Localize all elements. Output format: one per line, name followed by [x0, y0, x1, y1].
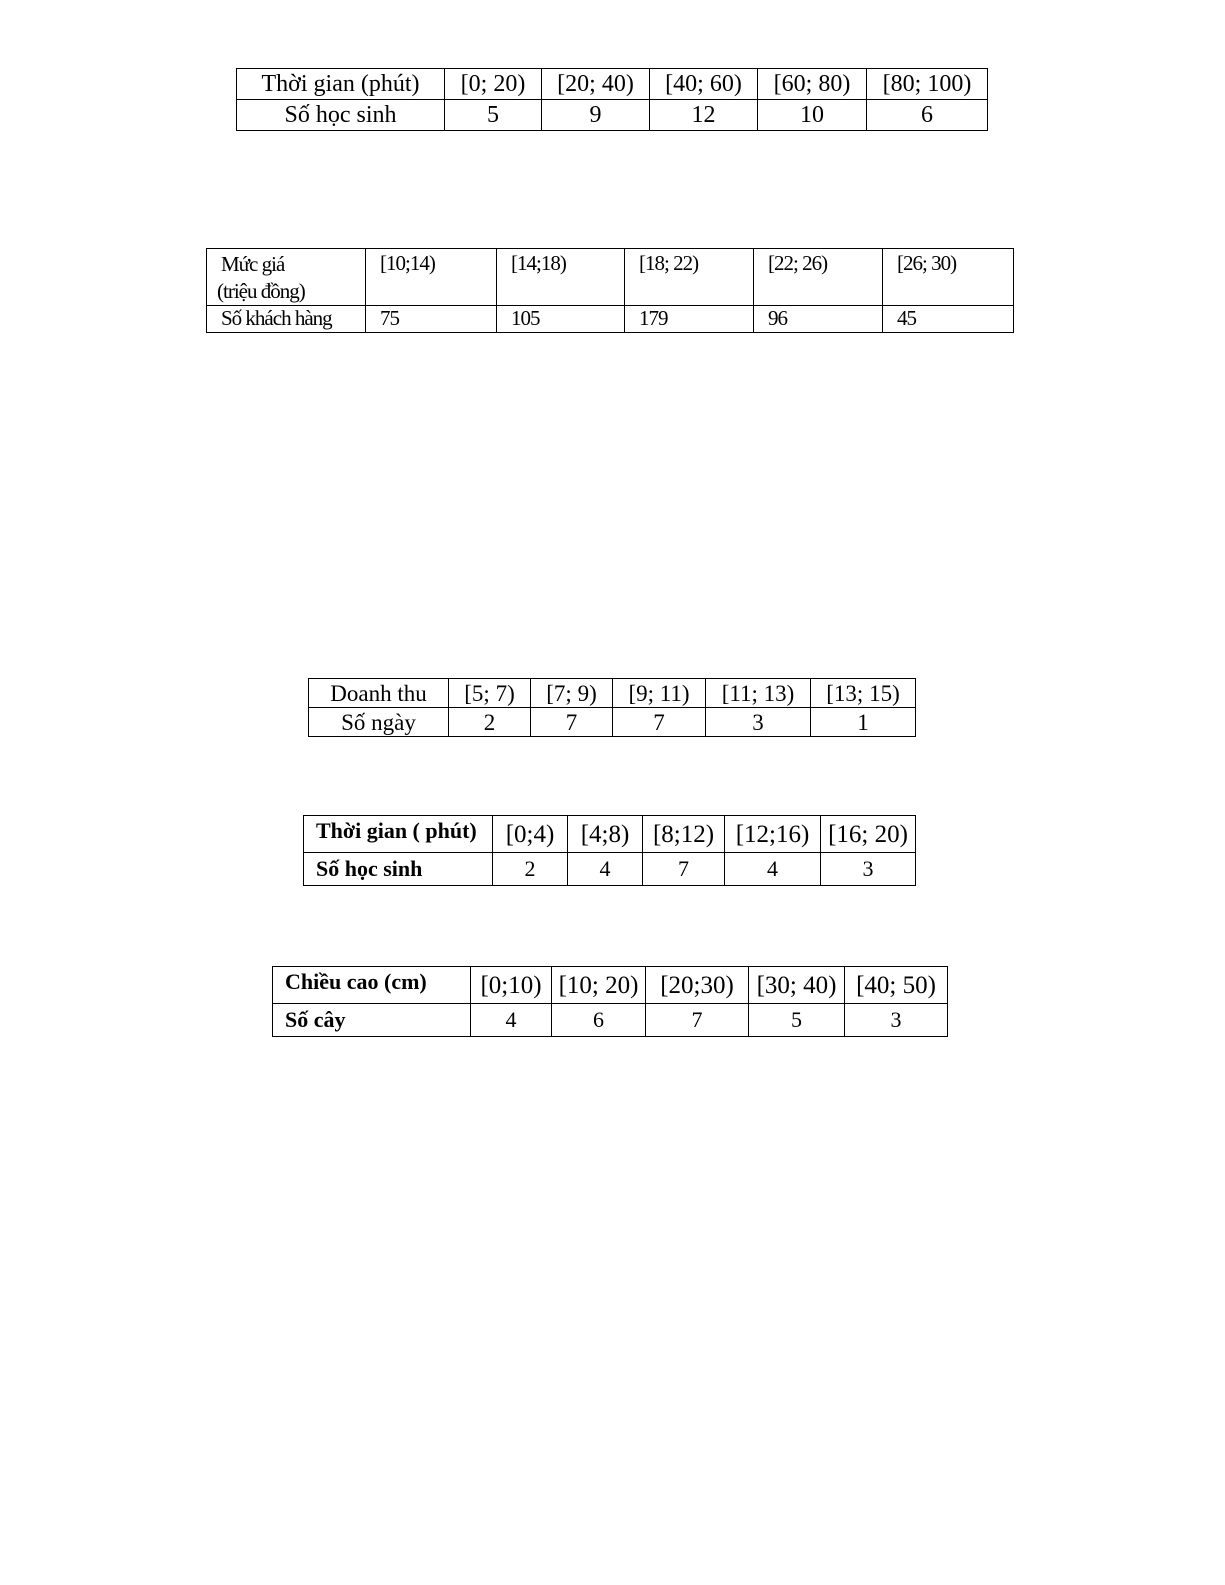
row-header: Số học sinh: [237, 100, 445, 131]
interval-cell: [16; 20): [821, 816, 916, 853]
value-cell: 5: [749, 1004, 845, 1037]
table-row: [273, 967, 948, 1004]
value-cell: 7: [613, 708, 706, 737]
interval-cell: [12;16): [725, 816, 821, 853]
interval-cell: [13; 15): [811, 679, 916, 708]
interval-cell: [9; 11): [613, 679, 706, 708]
value-cell: 4: [568, 853, 643, 886]
interval-cell: [14;18): [497, 249, 625, 306]
value-cell: 3: [821, 853, 916, 886]
value-cell: 1: [811, 708, 916, 737]
row-header: Số cây: [273, 1004, 471, 1037]
interval-cell: [5; 7): [449, 679, 531, 708]
table-row: [304, 816, 916, 853]
row-header: Thời gian (phút): [237, 69, 445, 100]
value-cell: 6: [867, 100, 988, 131]
table-row: [309, 679, 916, 708]
interval-cell: [30; 40): [749, 967, 845, 1004]
interval-cell: [22; 26): [754, 249, 883, 306]
row-header: Số khách hàng: [207, 306, 366, 333]
value-cell: 10: [758, 100, 867, 131]
interval-cell: [8;12): [643, 816, 725, 853]
value-cell: 3: [706, 708, 811, 737]
value-cell: 105: [497, 306, 625, 333]
value-cell: 2: [449, 708, 531, 737]
value-cell: 7: [646, 1004, 749, 1037]
value-cell: 12: [650, 100, 758, 131]
value-cell: 45: [883, 306, 1014, 333]
value-cell: 3: [845, 1004, 948, 1037]
interval-cell: [26; 30): [883, 249, 1014, 306]
value-cell: 4: [471, 1004, 552, 1037]
table-row: [237, 69, 988, 100]
interval-cell: [80; 100): [867, 69, 988, 100]
row-header: Chiều cao (cm): [273, 967, 471, 1004]
interval-cell: [10;14): [366, 249, 497, 306]
interval-cell: [40; 60): [650, 69, 758, 100]
table-row: [304, 853, 916, 886]
value-cell: 179: [625, 306, 754, 333]
value-cell: 5: [445, 100, 542, 131]
interval-cell: [0; 20): [445, 69, 542, 100]
interval-cell: [4;8): [568, 816, 643, 853]
value-cell: 2: [493, 853, 568, 886]
frequency-table-tree-height: [272, 966, 948, 1037]
frequency-table-study-time-2: [303, 815, 916, 886]
frequency-table-revenue: [308, 678, 916, 737]
value-cell: 4: [725, 853, 821, 886]
row-header: [207, 249, 366, 306]
interval-cell: [20;30): [646, 967, 749, 1004]
interval-cell: [60; 80): [758, 69, 867, 100]
interval-cell: [0;10): [471, 967, 552, 1004]
row-header: Số học sinh: [304, 853, 493, 886]
value-cell: 6: [552, 1004, 646, 1037]
table-row: [207, 306, 1014, 333]
interval-cell: [10; 20): [552, 967, 646, 1004]
row-header: Doanh thu: [309, 679, 449, 708]
value-cell: 7: [531, 708, 613, 737]
row-header: Thời gian ( phút): [304, 816, 493, 853]
value-cell: 7: [643, 853, 725, 886]
interval-cell: [18; 22): [625, 249, 754, 306]
row-header: Số ngày: [309, 708, 449, 737]
table-row: [207, 249, 1014, 306]
table-row: [237, 100, 988, 131]
interval-cell: [7; 9): [531, 679, 613, 708]
frequency-table-price-level: [206, 248, 1014, 333]
row-header-line: Mức giá: [221, 252, 285, 276]
interval-cell: [20; 40): [542, 69, 650, 100]
table-row: [273, 1004, 948, 1037]
interval-cell: [11; 13): [706, 679, 811, 708]
interval-cell: [0;4): [493, 816, 568, 853]
value-cell: 9: [542, 100, 650, 131]
row-header-line: (triệu đồng): [217, 279, 305, 303]
frequency-table-study-time: [236, 68, 988, 131]
interval-cell: [40; 50): [845, 967, 948, 1004]
table-row: [309, 708, 916, 737]
value-cell: 75: [366, 306, 497, 333]
value-cell: 96: [754, 306, 883, 333]
